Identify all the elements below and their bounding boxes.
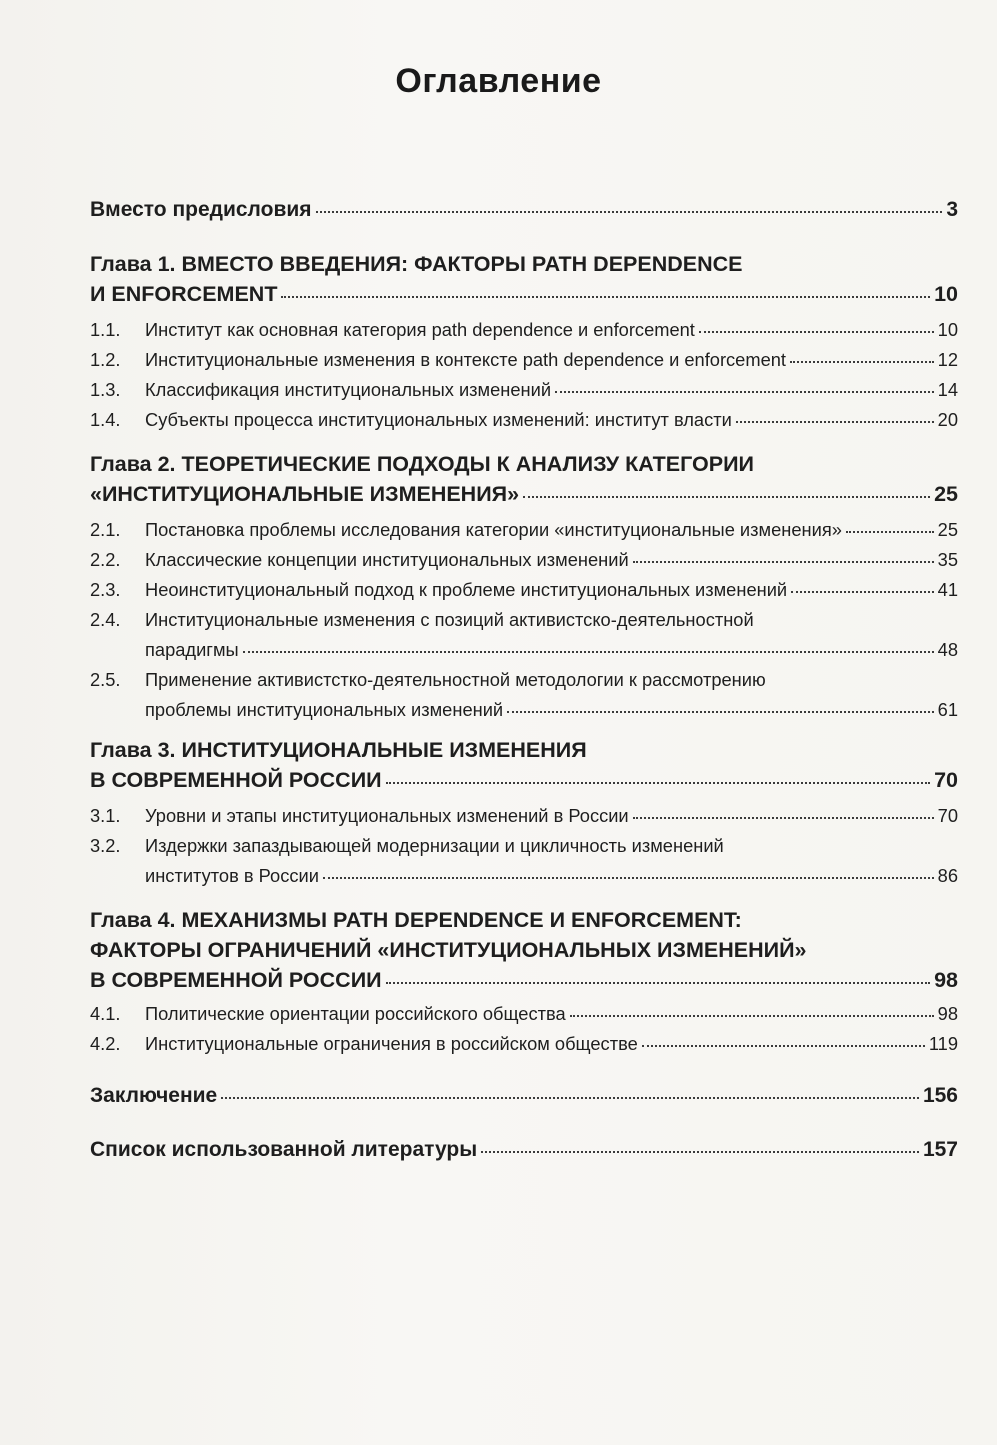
section-label: Постановка проблемы исследования категории «институциональные изменения» [145, 519, 842, 540]
section-number: 1.3. [90, 379, 121, 400]
section-page: 119 [928, 1033, 958, 1054]
dot-leader [846, 531, 934, 533]
dot-leader [316, 211, 943, 213]
toc-chapter-4[interactable] [90, 905, 958, 995]
toc-section[interactable] [90, 1029, 958, 1059]
toc-entry-preface[interactable] [90, 195, 958, 225]
dot-leader [699, 331, 934, 333]
toc-chapter-3[interactable] [90, 735, 958, 795]
chapter-title-line: Глава 2. ТЕОРЕТИЧЕСКИЕ ПОДХОДЫ К АНАЛИЗУ КАТЕГОРИИ [90, 452, 755, 476]
section-page: 61 [937, 699, 958, 720]
section-label: институтов в России [145, 865, 319, 886]
section-label: Неоинституциональный подход к проблеме институциональных изменений [145, 579, 788, 600]
section-label: Институциональные ограничения в российском обществе [145, 1033, 638, 1054]
chapter-title-line: ФАКТОРЫ ОГРАНИЧЕНИЙ «ИНСТИТУЦИОНАЛЬНЫХ ИЗМЕНЕНИЙ» [90, 938, 807, 962]
dot-leader [791, 591, 934, 593]
toc-section[interactable] [90, 375, 958, 405]
chapter-title-line: Глава 1. ВМЕСТО ВВЕДЕНИЯ: ФАКТОРЫ PATH DEPENDENCE [90, 252, 743, 276]
section-number: 3.1. [90, 805, 121, 826]
section-page: 14 [937, 379, 958, 400]
section-number: 2.4. [90, 609, 121, 630]
entry-page: 3 [946, 198, 958, 221]
section-label: Политические ориентации российского общества [145, 1003, 566, 1024]
toc-chapter-1[interactable] [90, 249, 958, 309]
section-page: 48 [937, 639, 958, 660]
dot-leader [570, 1015, 934, 1017]
section-number: 3.2. [90, 835, 121, 856]
toc-section[interactable] [90, 345, 958, 375]
section-number: 1.2. [90, 349, 121, 370]
section-number: 2.2. [90, 549, 121, 570]
chapter-title-line: В СОВРЕМЕННОЙ РОССИИ [90, 968, 382, 992]
section-number: 4.2. [90, 1033, 121, 1054]
toc-section[interactable] [90, 315, 958, 345]
section-page: 20 [937, 409, 958, 430]
chapter-title-line: Глава 4. МЕХАНИЗМЫ PATH DEPENDENCE И ENFORCEMENT: [90, 908, 742, 932]
toc-section[interactable] [90, 545, 958, 575]
chapter-title-line: И ENFORCEMENT [90, 282, 278, 306]
section-page: 98 [937, 1003, 958, 1024]
toc-section[interactable] [90, 605, 958, 665]
dot-leader [507, 711, 934, 713]
entry-page: 157 [922, 1138, 958, 1161]
section-label: парадигмы [145, 639, 239, 660]
chapter-page: 70 [934, 768, 958, 792]
dot-leader [481, 1151, 919, 1153]
section-label: Применение активистстко-деятельностной методологии к рассмотрению [145, 669, 766, 690]
section-label: Институциональные изменения в контексте path dependence и enforcement [145, 349, 786, 370]
entry-label: Список использованной литературы [90, 1138, 478, 1161]
section-label: Издержки запаздывающей модернизации и цикличность изменений [145, 835, 724, 856]
section-number: 4.1. [90, 1003, 121, 1024]
toc-chapter-2[interactable] [90, 449, 958, 509]
dot-leader [633, 561, 934, 563]
dot-leader [323, 877, 934, 879]
dot-leader [221, 1097, 919, 1099]
dot-leader [243, 651, 934, 653]
section-label: Субъекты процесса институциональных изменений: институт власти [145, 409, 732, 430]
page-title: Оглавление [395, 62, 602, 100]
dot-leader [386, 982, 930, 984]
section-number: 2.1. [90, 519, 121, 540]
toc-section[interactable] [90, 515, 958, 545]
toc-section[interactable] [90, 575, 958, 605]
section-page: 35 [937, 549, 958, 570]
section-number: 1.4. [90, 409, 121, 430]
chapter-title-line: Глава 3. ИНСТИТУЦИОНАЛЬНЫЕ ИЗМЕНЕНИЯ [90, 738, 587, 762]
chapter-page: 98 [934, 968, 958, 992]
section-label: Институт как основная категория path dependence и enforcement [145, 319, 695, 340]
section-page: 12 [937, 349, 958, 370]
section-label: Классические концепции институциональных изменений [145, 549, 629, 570]
section-number: 2.5. [90, 669, 121, 690]
section-page: 41 [937, 579, 958, 600]
chapter-title-line: В СОВРЕМЕННОЙ РОССИИ [90, 768, 382, 792]
dot-leader [281, 296, 930, 298]
toc-entry-references[interactable] [90, 1135, 958, 1165]
section-label: Уровни и этапы институциональных изменений в России [145, 805, 629, 826]
section-page: 10 [937, 319, 958, 340]
entry-page: 156 [922, 1084, 958, 1107]
section-page: 25 [937, 519, 958, 540]
section-number: 2.3. [90, 579, 121, 600]
dot-leader [790, 361, 934, 363]
chapter-title-line: «ИНСТИТУЦИОНАЛЬНЫЕ ИЗМЕНЕНИЯ» [90, 482, 520, 506]
dot-leader [555, 391, 934, 393]
toc-entry-conclusion[interactable] [90, 1081, 958, 1111]
section-label: проблемы институциональных изменений [145, 699, 504, 720]
dot-leader [642, 1045, 925, 1047]
toc-section[interactable] [90, 999, 958, 1029]
toc-section[interactable] [90, 801, 958, 831]
entry-label: Вместо предисловия [90, 198, 312, 221]
dot-leader [633, 817, 934, 819]
section-label: Классификация институциональных изменений [145, 379, 552, 400]
dot-leader [386, 782, 930, 784]
section-page: 70 [937, 805, 958, 826]
section-page: 86 [937, 865, 958, 886]
dot-leader [523, 496, 930, 498]
table-of-contents [90, 195, 958, 1165]
section-number: 1.1. [90, 319, 121, 340]
toc-section[interactable] [90, 831, 958, 891]
dot-leader [736, 421, 934, 423]
chapter-page: 10 [934, 282, 958, 306]
toc-section[interactable] [90, 665, 958, 725]
entry-label: Заключение [90, 1084, 218, 1107]
toc-section[interactable] [90, 405, 958, 435]
chapter-page: 25 [934, 482, 958, 506]
section-label: Институциональные изменения с позиций активистско-деятельностной [145, 609, 754, 630]
